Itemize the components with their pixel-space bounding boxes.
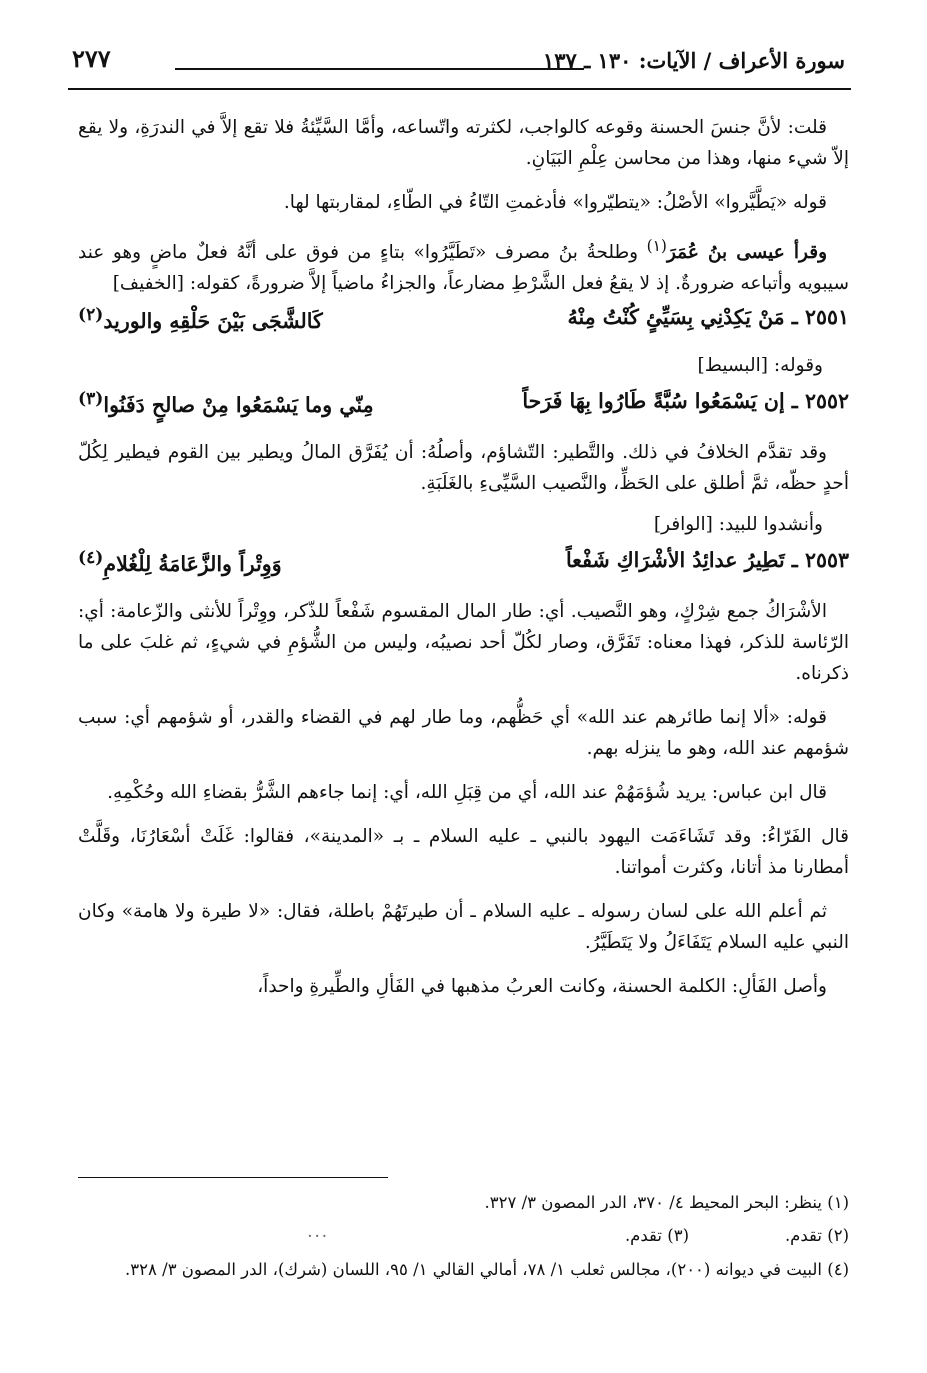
paragraph: وقد تقدَّم الخلافُ في ذلك. والتَّطير: التّشاؤم، وأصلُهُ: أن يُفَرَّق المالُ ويطير بين القوم فيطير لِكُلّ أحدٍ حظّه، ثمَّ أطلق على الحَظِّ، والنَّصيب السَّيِّىءِ بالغَلَبَةِ. [78, 442, 849, 495]
reader-name: وقرأ عيسى بنُ عُمَرَ [666, 242, 828, 264]
footnote-separator [78, 1177, 388, 1178]
footnotes [78, 1188, 849, 1288]
hemistich-text: مِنّي وما يَسْمَعُوا مِنْ صالحٍ دَفَنُوا [103, 392, 374, 417]
paragraph: قال ابن عباس: يريد شُؤمَهُمْ عند الله، أي من قِبَلِ الله، أي: إنما جاءهم الشَّرُّ بقضاءِ الله وحُكْمِهِ. [107, 782, 827, 804]
paragraph-text: وطلحةُ بنُ مصرف «تَطَيَّرُوا» بتاءٍ من فوق على أنَّهُ فعلٌ ماضٍ وهو عند سيبويه وأتباعه ضرورةٌ. إذ لا يقعُ فعل الشَّرْطِ مضارعاً، والجزاءُ ماضياً إلاَّ ضرورةً، كقوله: [الخفيف] [78, 242, 849, 295]
verse-second-hemistich [78, 548, 282, 576]
footnote: (٢) تقدم. [784, 1226, 849, 1245]
footnote-ref: (٢) [78, 305, 104, 326]
paragraph: وأصل الفَألِ: الكلمة الحسنة، وكانت العربُ مذهبها في الفَألِ والطِّيرةِ واحداً، [257, 976, 827, 998]
footnote: (٣) تقدم. [624, 1226, 689, 1245]
paragraph: قلت: لأنَّ جنسَ الحسنة وقوعه كالواجب، لكثرته واتّساعه، وأمَّا السَّيِّئةُ فلا تقع إلاَّ في الندرَةِ، ولا يقع إلاّ شيء منها، وهذا من محاسن عِلْمِ البَيَانِ. [78, 117, 849, 169]
verse-first-hemistich: ٢٥٥١ ـ مَنْ يَكِدْنِي بِسَيِّئٍ كُنْتُ مِنْهُ [567, 305, 849, 330]
footnote: (١) ينظر: البحر المحيط ٤/ ٣٧٠، الدر المصون ٣/ ٣٢٧. [484, 1193, 849, 1212]
footnote-pair [78, 1221, 849, 1251]
hemistich-text: وَوِتْراً والزَّعَامَةُ لِلْغُلامِ [103, 551, 282, 576]
running-title: سورة الأعراف / الآيات: ١٣٠ ـ ١٣٧ [542, 48, 845, 73]
paragraph: قوله «يَطَّيَّروا» الأصْلُ: «يتطيّروا» فأدغمتِ التّاءُ في الطّاءِ، لمقاربتها لها. [283, 192, 827, 213]
paragraph [78, 231, 849, 299]
meter-label: وأنشدوا للبيد: [الوافر] [653, 514, 823, 536]
footnote: (٤) البيت في ديوانه (٢٠٠)، مجالس ثعلب ١/ ٧٨، أمالي القالي ١/ ٩٥، اللسان (شرك)، الدر المصون ٣/ ٣٢٨. [125, 1260, 849, 1279]
verse-first-hemistich: ٢٥٥٣ ـ تَطِيرُ عدائِدُ الأشْرَاكِ شَفْعاً [565, 548, 849, 573]
verse-first-hemistich: ٢٥٥٢ ـ إن يَسْمَعُوا سُبَّةً طَارُوا بِهَا فَرَحاً [522, 389, 849, 414]
verse-2551 [78, 303, 849, 343]
footnote-ref: (١) [646, 237, 667, 255]
paragraph: ثم أعلم الله على لسان رسوله ـ عليه السلام ـ أن طيرتَهُمْ باطلة، فقال: «لا طيرة ولا هامة» وكان النبي عليه السلام يَتَفَاءَلُ ولا يَتَطَيَّرُ. [78, 901, 849, 954]
footnote-ref: (٤) [78, 548, 104, 569]
verse-second-hemistich [78, 389, 374, 417]
main-text [78, 112, 849, 1015]
page-number: ٢٧٧ [72, 44, 111, 73]
hemistich-text: كَالشَّجَى بَيْنَ حَلْقِهِ والوريد [103, 308, 323, 333]
paragraph: قال الفَرّاءُ: وقد تَشَاءَمَت اليهود بالنبي ـ عليه السلام ـ بـ «المدينة»، فقالوا: غَلَتْ أسْعَارُنَا، وقَلَّتْ أمطارنا مذ أتانا، وكثرت أمواتنا. [78, 826, 849, 879]
meter-label: وقوله: [البسيط] [697, 355, 823, 377]
header-divider [175, 68, 584, 70]
footnote-ref: (٣) [78, 389, 104, 410]
paragraph: قوله: «ألا إنما طائرهم عند الله» أي حَظُّهم، وما طار لهم في القضاء والقدر، أو شؤمهم أي: سبب شؤمهم عند الله، وهو ما ينزله بهم. [78, 707, 849, 760]
verse-2553 [78, 546, 849, 586]
verse-2552 [78, 387, 849, 427]
paragraph: الأشْرَاكُ جمع شِرْكٍ، وهو النَّصيب. أي: طار المال المقسوم شَفْعاً للذّكر، ووِتْراً للأنثى والزّعامة: أي: الرّئاسة للذكر، فهذا معناه: تَفَرَّق، وصار لكُلّ أحد نصيبُه، وليس من الشُّؤمِ في شيءٍ، ثم غلبَ على ما ذكرناه. [78, 601, 849, 685]
ellipsis-mark: ... [307, 1222, 329, 1241]
header-rule [68, 88, 851, 90]
verse-second-hemistich [78, 305, 323, 333]
page-header [70, 40, 849, 90]
